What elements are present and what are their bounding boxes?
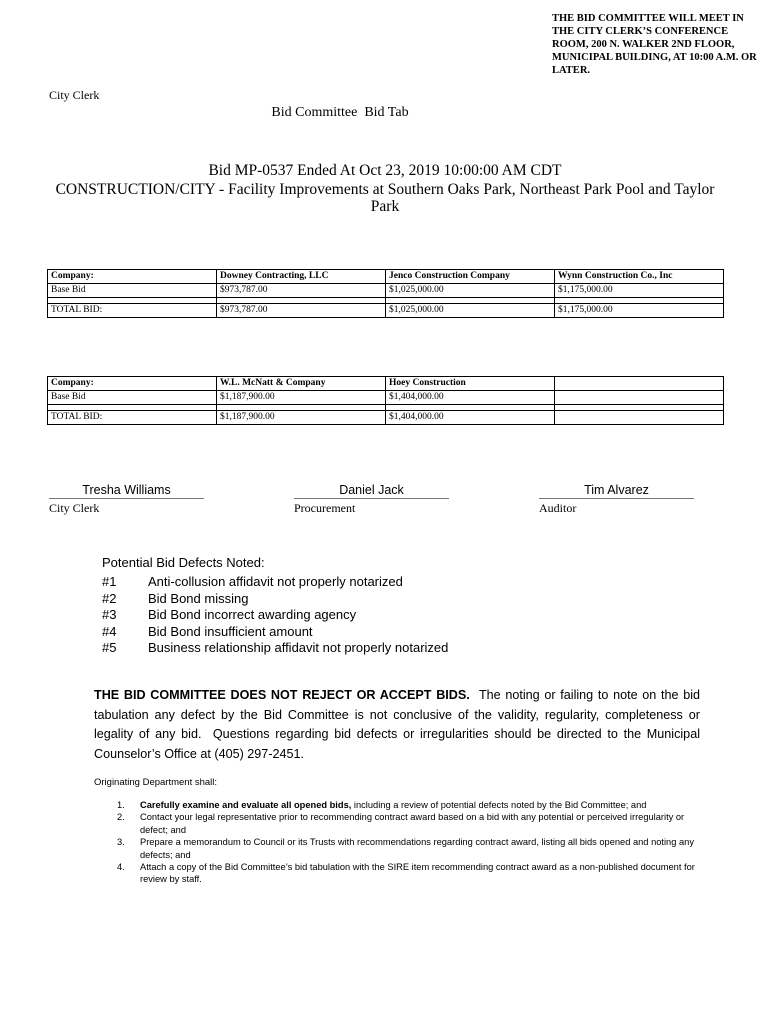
total-bid-label: TOTAL BID: xyxy=(48,304,217,318)
defect-number: #4 xyxy=(102,623,117,639)
company-name xyxy=(555,377,724,391)
list-item xyxy=(117,811,707,836)
list-item xyxy=(117,799,707,811)
base-bid-label: Base Bid xyxy=(48,391,217,405)
base-bid-value: $1,175,000.00 xyxy=(555,284,724,298)
defect-text: Bid Bond insufficient amount xyxy=(148,623,313,639)
company-name: Wynn Construction Co., Inc xyxy=(555,270,724,284)
defects-heading: Potential Bid Defects Noted: xyxy=(102,555,265,570)
signature-block xyxy=(49,483,204,516)
signature-title: Auditor xyxy=(539,501,577,515)
page-title: Bid Committee Bid Tab xyxy=(271,105,409,120)
table-row xyxy=(48,411,724,425)
originating-steps xyxy=(117,799,707,886)
base-bid-value: $1,404,000.00 xyxy=(386,391,555,405)
table-row xyxy=(48,304,724,318)
signature-title: Procurement xyxy=(294,501,356,515)
signature-title: City Clerk xyxy=(49,501,100,515)
total-bid-value: $1,025,000.00 xyxy=(386,304,555,318)
bid-table-2 xyxy=(47,376,724,425)
signature-block xyxy=(539,483,694,516)
company-name: Jenco Construction Company xyxy=(386,270,555,284)
company-name: Downey Contracting, LLC xyxy=(217,270,386,284)
defect-text: Bid Bond missing xyxy=(148,590,249,606)
defect-number: #3 xyxy=(102,607,117,622)
step-text: Prepare a memorandum to Council or its Trusts with recommendations regarding contract award, listing all bids opened and noting any defects; and xyxy=(140,837,694,860)
base-bid-value xyxy=(555,391,724,405)
base-bid-value: $1,187,900.00 xyxy=(217,391,386,405)
bid-description: CONSTRUCTION/CITY - Facility Improvements at Southern Oaks Park, Northeast Park Pool and Taylor Park xyxy=(55,181,715,215)
disclaimer-text: The noting or failing to note on the bid tabulation any defect by the Bid Committee is not conclusive of the validity, regularity, completeness or legality of any bid. Questions regarding bid defects or irregularities should be directed to the Municipal Counselor’s Office at (405) 297-2451. xyxy=(94,688,704,761)
list-item xyxy=(117,861,707,886)
step-number: 3. xyxy=(117,837,125,848)
table-row xyxy=(48,270,724,284)
signature-block xyxy=(294,483,449,516)
company-name: Hoey Construction xyxy=(386,377,555,391)
originating-heading: Originating Department shall: xyxy=(94,777,218,788)
defect-number: #1 xyxy=(102,574,117,589)
signature-name: Tresha Williams xyxy=(49,483,204,499)
defect-text: Bid Bond incorrect awarding agency xyxy=(148,607,357,622)
total-bid-value: $973,787.00 xyxy=(217,304,386,318)
company-name: W.L. McNatt & Company xyxy=(217,377,386,391)
list-item xyxy=(117,836,707,861)
defect-text: Anti-collusion affidavit not properly notarized xyxy=(148,574,403,589)
defect-number: #5 xyxy=(102,640,117,655)
disclaimer-paragraph xyxy=(94,686,704,764)
total-bid-value xyxy=(555,411,724,425)
base-bid-value: $973,787.00 xyxy=(217,284,386,298)
clerk-label: City Clerk xyxy=(49,88,100,102)
meeting-notice: THE BID COMMITTEE WILL MEET IN THE CITY CLERK’S CONFERENCE ROOM, 200 N. WALKER 2ND FLOOR, MUNICIPAL BUILDING, AT 10:00 A.M. OR LATER. xyxy=(552,13,757,76)
company-label: Company: xyxy=(48,377,217,391)
step-number: 4. xyxy=(117,862,125,873)
total-bid-value: $1,404,000.00 xyxy=(386,411,555,425)
total-bid-label: TOTAL BID: xyxy=(48,411,217,425)
signature-name: Daniel Jack xyxy=(294,483,449,499)
total-bid-value: $1,187,900.00 xyxy=(217,411,386,425)
step-text: Contact your legal representative prior to recommending contract award based on a bid with any potential or perceived irregularity or defect; and xyxy=(140,812,685,835)
step-bold: Carefully examine and evaluate all opened bids, xyxy=(140,800,352,810)
step-number: 2. xyxy=(117,812,125,823)
disclaimer-bold: THE BID COMMITTEE DOES NOT REJECT OR ACCEPT BIDS. xyxy=(94,688,470,702)
defect-number: #2 xyxy=(102,590,117,606)
step-number: 1. xyxy=(117,800,125,810)
signature-name: Tim Alvarez xyxy=(539,483,694,499)
base-bid-value: $1,025,000.00 xyxy=(386,284,555,298)
base-bid-label: Base Bid xyxy=(48,284,217,298)
defect-text: Business relationship affidavit not properly notarized xyxy=(148,640,449,655)
table-row xyxy=(48,391,724,405)
step-text: including a review of potential defects noted by the Bid Committee; and xyxy=(351,800,647,810)
company-label: Company: xyxy=(48,270,217,284)
table-row xyxy=(48,377,724,391)
step-text: Attach a copy of the Bid Committee’s bid tabulation with the SIRE item recommending contract award as a non-published document for review by staff. xyxy=(140,862,695,885)
table-row xyxy=(48,284,724,298)
total-bid-value: $1,175,000.00 xyxy=(555,304,724,318)
bid-table-1 xyxy=(47,269,724,318)
bid-line: Bid MP-0537 Ended At Oct 23, 2019 10:00:00 AM CDT xyxy=(208,162,562,179)
